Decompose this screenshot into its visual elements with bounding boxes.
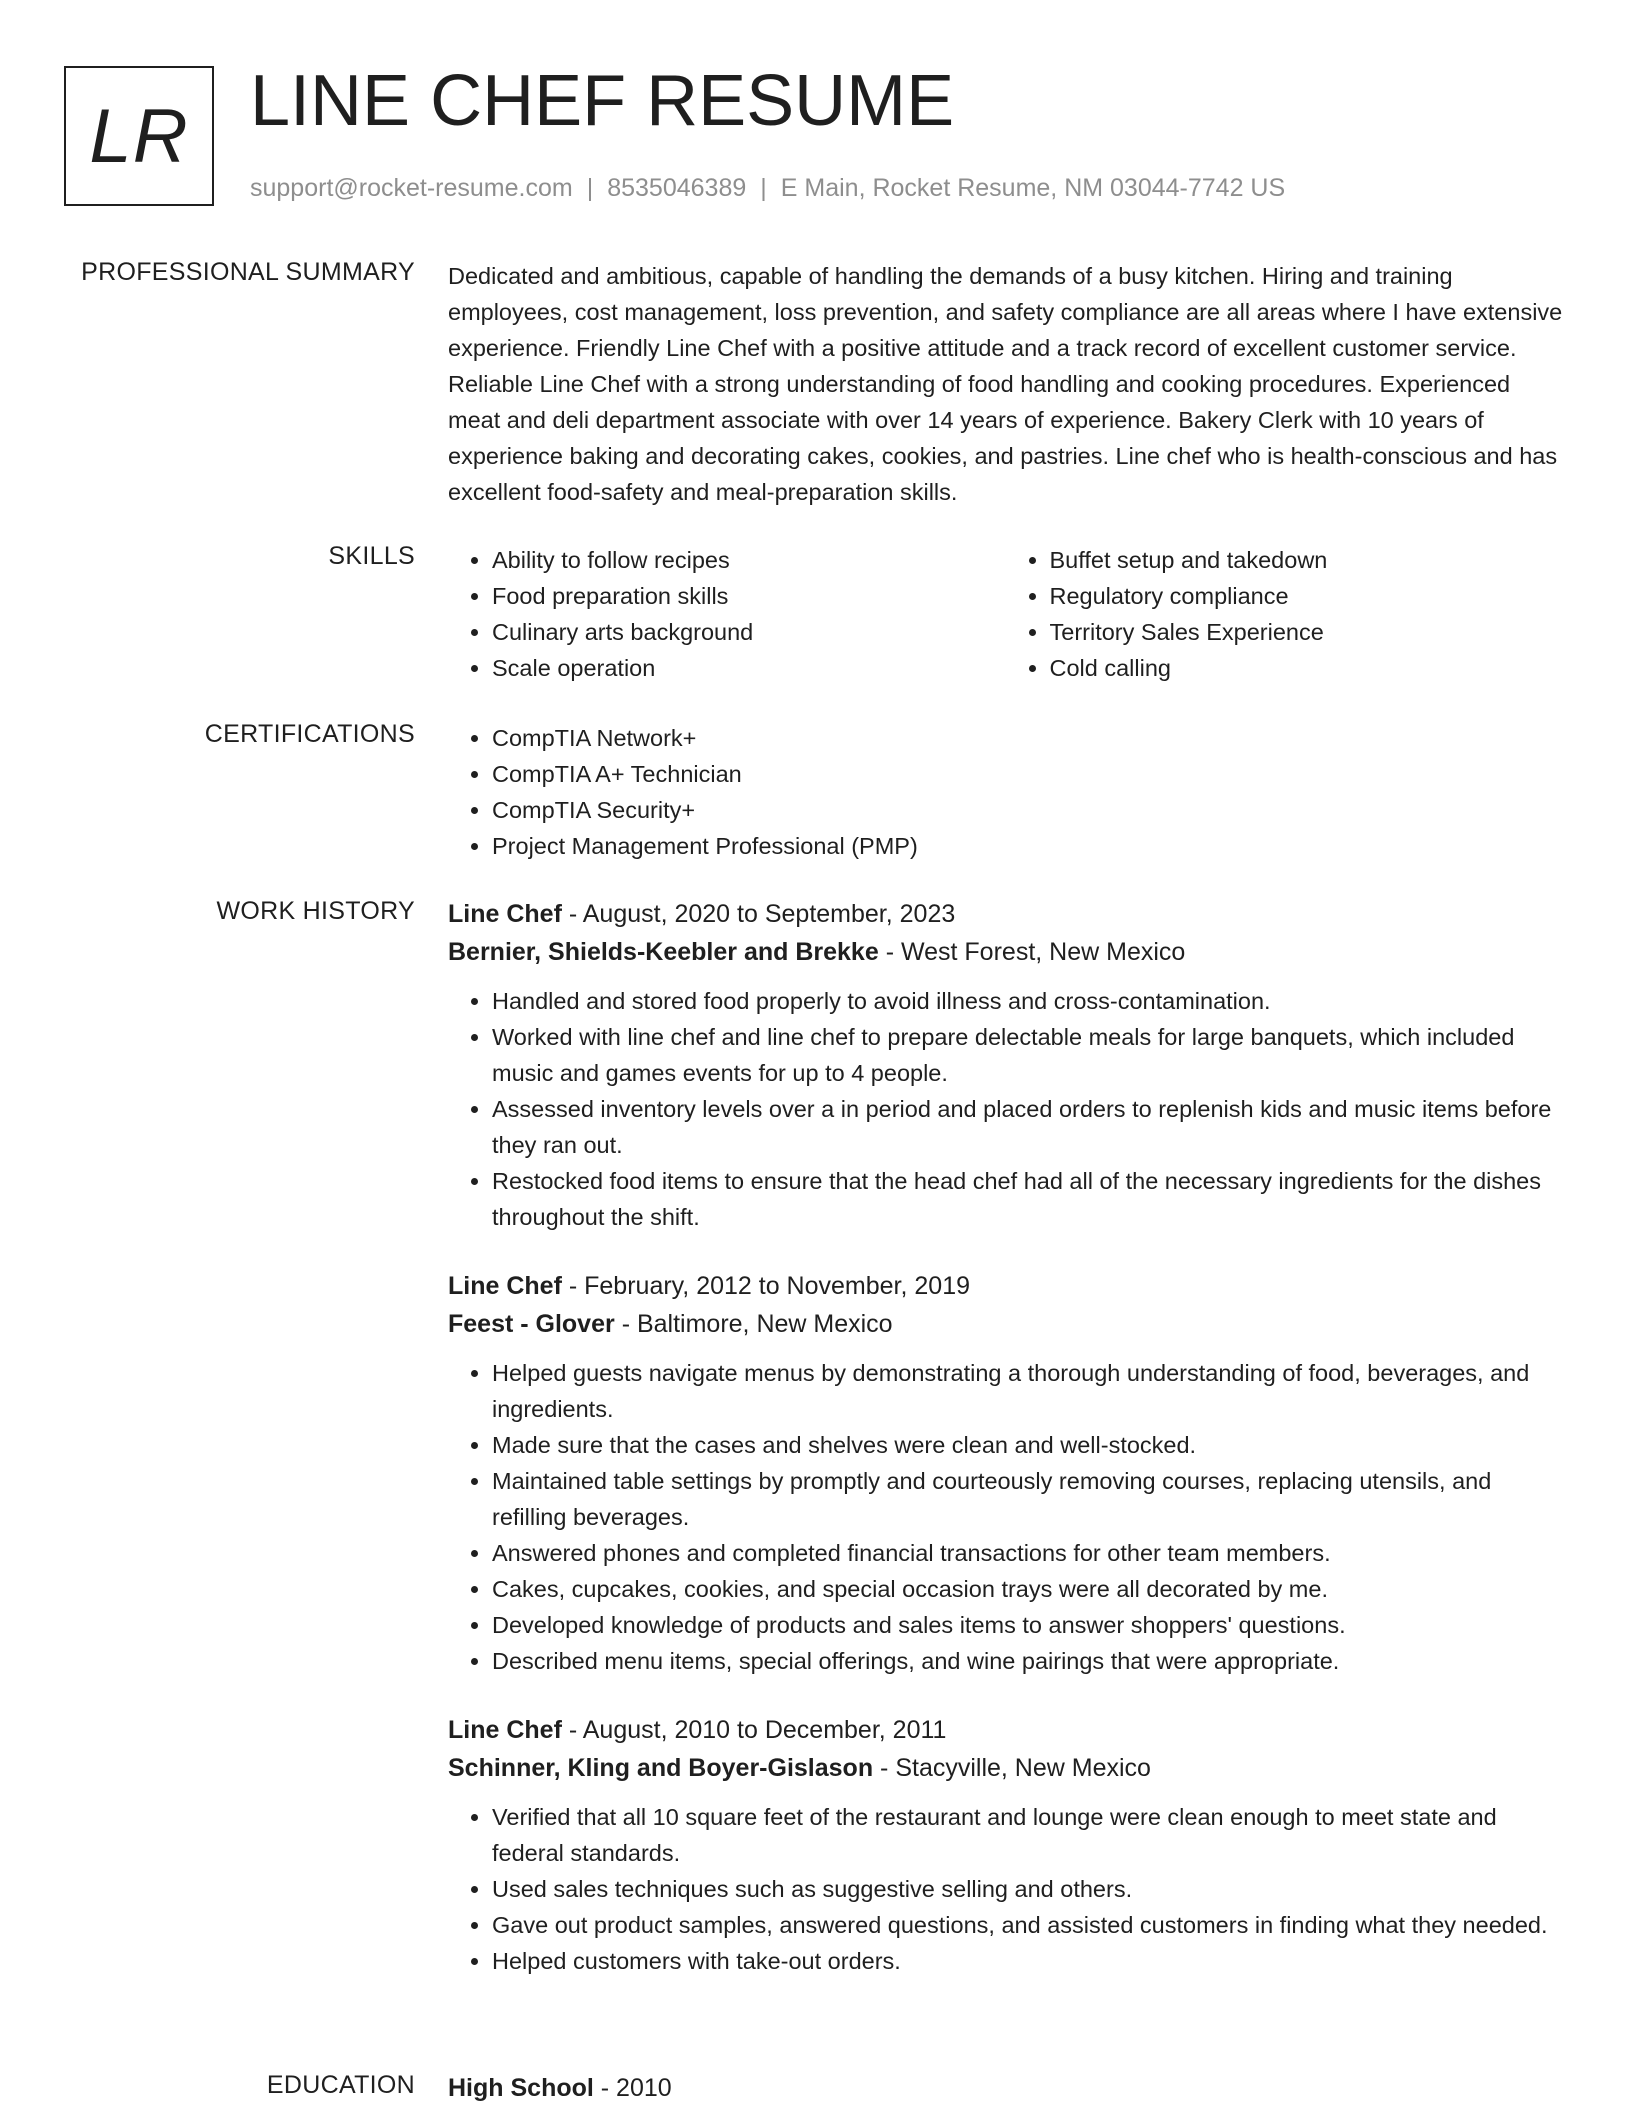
resume-header: [64, 61, 1564, 216]
job-location: - Stacyville, New Mexico: [880, 1754, 1151, 1782]
contact-separator: |: [586, 174, 594, 202]
skills-columns: [448, 542, 1563, 686]
list-item: • Cold calling: [1050, 650, 1564, 686]
job-title-line: [448, 1711, 1563, 1749]
list-item: • Project Management Professional (PMP): [492, 828, 1563, 864]
summary-text: Dedicated and ambitious, capable of handling the demands of a busy kitchen. Hiring and training employees, cost management, loss prevention, and safety compliance are all areas where I have extensive experience. Friendly Line Chef with a positive attitude and a track record of excellent customer service. Reliable Line Chef with a strong understanding of food handling and cooking procedures. Experienced meat and deli department associate with over 14 years of experience. Bakery Clerk with 10 years of experience baking and decorating cakes, cookies, and pastries. Line chef who is health-conscious and has excellent food-safety and meal-preparation skills.: [448, 263, 1563, 505]
contact-address: E Main, Rocket Resume, NM 03044-7742 US: [780, 174, 1286, 202]
job-company: Bernier, Shields-Keebler and Brekke: [448, 938, 879, 966]
list-item: • Regulatory compliance: [1050, 578, 1564, 614]
job-company: Feest - Glover: [448, 1310, 615, 1338]
section-heading-education: EDUCATION: [266, 2071, 415, 2099]
list-item: • Made sure that the cases and shelves were clean and well-stocked.: [492, 1427, 1563, 1463]
list-item: • Culinary arts background: [492, 614, 1006, 650]
job-company-line: [448, 1749, 1563, 1787]
page-title: LINE CHEF RESUME: [250, 61, 955, 141]
job-company-line: [448, 1305, 1563, 1343]
job-location: - Baltimore, New Mexico: [621, 1310, 893, 1338]
list-item: • Helped customers with take-out orders.: [492, 1943, 1563, 1979]
education-body: [448, 2069, 1563, 2107]
section-heading-skills: SKILLS: [328, 542, 415, 570]
certifications-body: [448, 720, 1563, 864]
job-dates: - August, 2020 to September, 2023: [568, 900, 956, 928]
list-item: • Restocked food items to ensure that the head chef had all of the necessary ingredients for the dishes throughout the shift.: [492, 1163, 1563, 1235]
list-item: • Helped guests navigate menus by demonstrating a thorough understanding of food, beverages, and ingredients.: [492, 1355, 1563, 1427]
summary-body: [448, 258, 1563, 510]
section-heading-summary: PROFESSIONAL SUMMARY: [81, 258, 415, 286]
skills-body: [448, 542, 1563, 686]
list-item: • Cakes, cupcakes, cookies, and special occasion trays were all decorated by me.: [492, 1571, 1563, 1607]
certifications-list: [448, 720, 1563, 864]
list-item: • Food preparation skills: [492, 578, 1006, 614]
section-heading-certifications: CERTIFICATIONS: [204, 720, 415, 748]
skills-list-right: [1006, 542, 1564, 686]
job-company-line: [448, 933, 1563, 971]
job-bullets: [448, 983, 1563, 1235]
job-entry: [448, 1267, 1563, 1679]
job-bullets: [448, 1799, 1563, 1979]
job-location: - West Forest, New Mexico: [885, 938, 1186, 966]
job-title: Line Chef: [448, 1716, 562, 1744]
list-item: • Buffet setup and takedown: [1050, 542, 1564, 578]
list-item: • Described menu items, special offerings, and wine pairings that were appropriate.: [492, 1643, 1563, 1679]
list-item: • CompTIA A+ Technician: [492, 756, 1563, 792]
job-bullets: [448, 1355, 1563, 1679]
section-heading-work: WORK HISTORY: [216, 897, 415, 925]
list-item: • Verified that all 10 square feet of the restaurant and lounge were clean enough to meet state and federal standards.: [492, 1799, 1563, 1871]
contact-email[interactable]: support@rocket-resume.com: [250, 174, 573, 202]
skills-list-left: [448, 542, 1006, 686]
contact-line: [250, 174, 1285, 203]
contact-separator: |: [760, 174, 767, 202]
list-item: • Worked with line chef and line chef to prepare delectable meals for large banquets, which included music and games events for up to 4 people.: [492, 1019, 1563, 1091]
list-item: • Developed knowledge of products and sales items to answer shoppers' questions.: [492, 1607, 1563, 1643]
list-item: • Gave out product samples, answered questions, and assisted customers in finding what they needed.: [492, 1907, 1563, 1943]
job-title-line: [448, 1267, 1563, 1305]
job-entry: [448, 1711, 1563, 1979]
work-history-body: [448, 895, 1563, 2011]
list-item: • Maintained table settings by promptly and courteously removing courses, replacing utensils, and refilling beverages.: [492, 1463, 1563, 1535]
list-item: • Answered phones and completed financial transactions for other team members.: [492, 1535, 1563, 1571]
list-item: • Territory Sales Experience: [1050, 614, 1564, 650]
list-item: • Scale operation: [492, 650, 1006, 686]
education-degree: High School: [448, 2074, 594, 2102]
job-title: Line Chef: [448, 1272, 562, 1300]
job-company: Schinner, Kling and Boyer-Gislason: [448, 1754, 874, 1782]
contact-phone[interactable]: 8535046389: [607, 174, 747, 202]
education-year: - 2010: [600, 2074, 672, 2102]
list-item: • Used sales techniques such as suggestive selling and others.: [492, 1871, 1563, 1907]
job-entry: [448, 895, 1563, 1235]
job-title: Line Chef: [448, 900, 562, 928]
job-dates: - February, 2012 to November, 2019: [568, 1272, 971, 1300]
monogram-logo: LR: [64, 66, 214, 206]
list-item: • CompTIA Security+: [492, 792, 1563, 828]
list-item: • Assessed inventory levels over a in period and placed orders to replenish kids and music items before they ran out.: [492, 1091, 1563, 1163]
job-title-line: [448, 895, 1563, 933]
list-item: • CompTIA Network+: [492, 720, 1563, 756]
list-item: • Handled and stored food properly to avoid illness and cross-contamination.: [492, 983, 1563, 1019]
list-item: • Ability to follow recipes: [492, 542, 1006, 578]
job-dates: - August, 2010 to December, 2011: [568, 1716, 947, 1744]
education-line: [448, 2069, 1563, 2107]
